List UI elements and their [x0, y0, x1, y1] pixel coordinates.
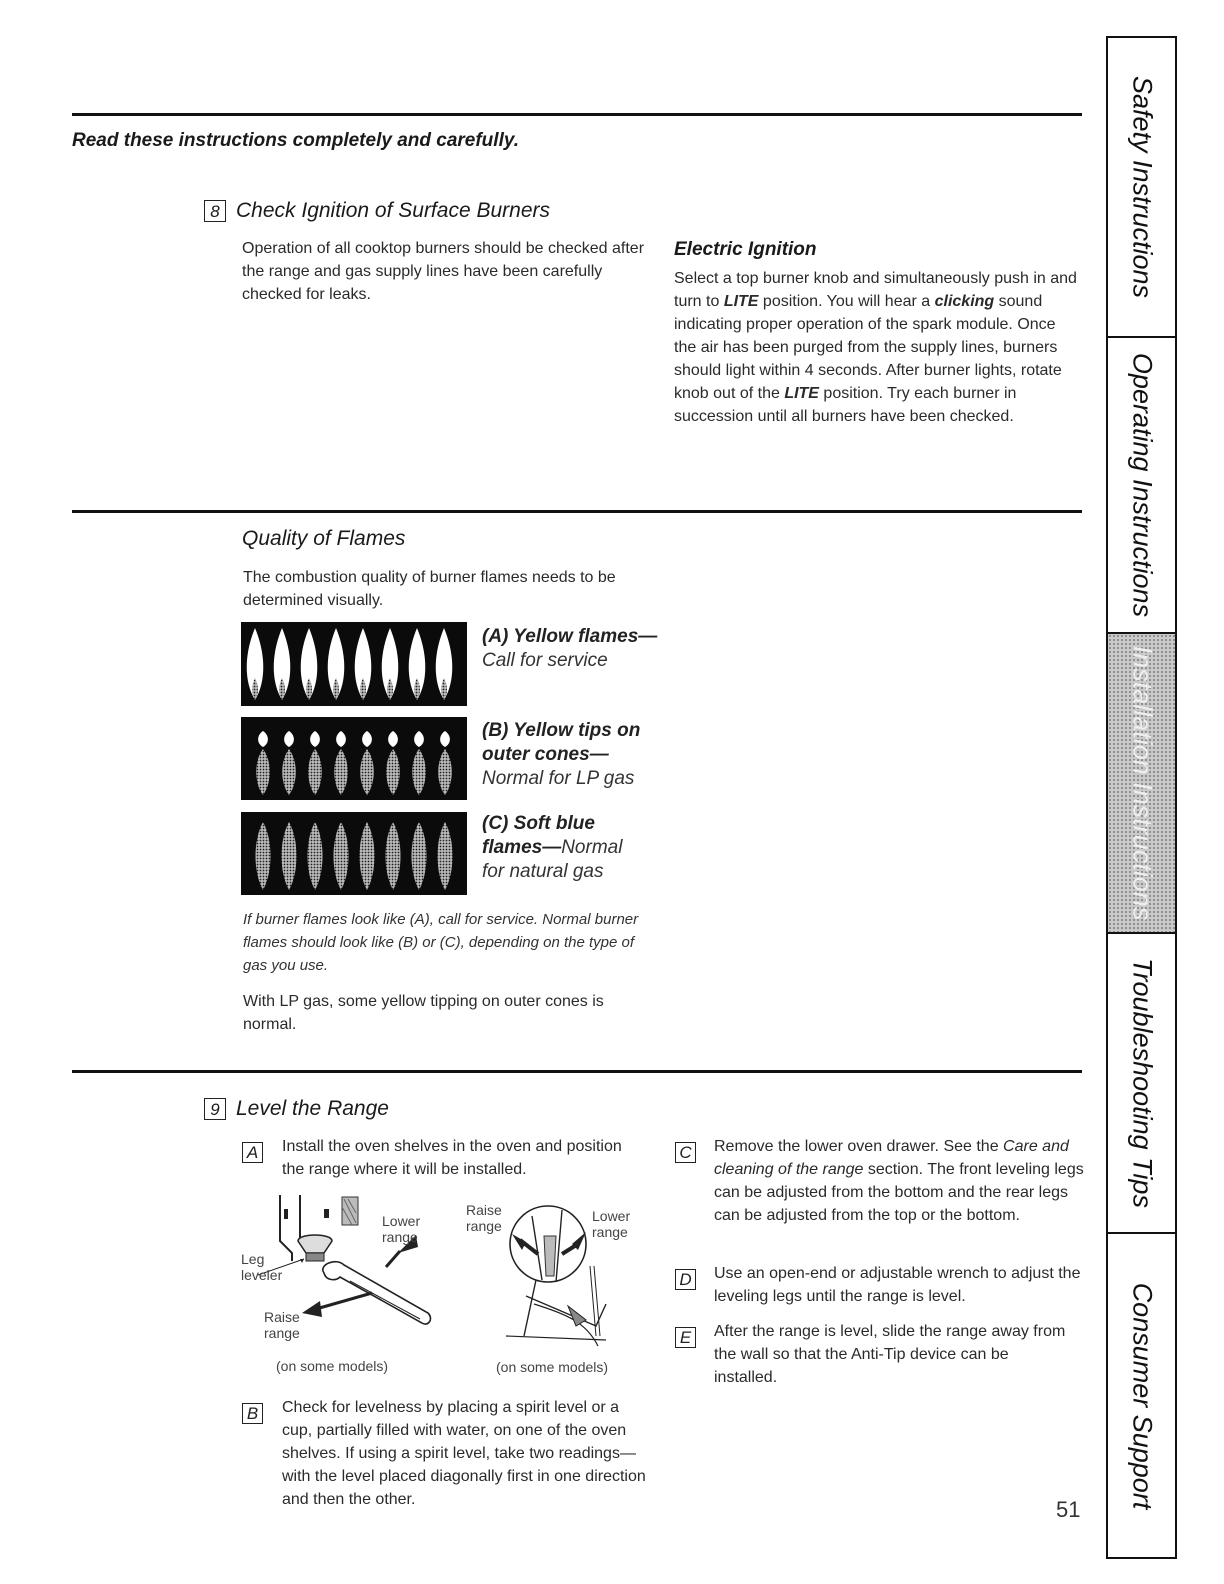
section-tabs — [1106, 36, 1177, 1559]
electric-ignition-text: Select a top burner knob and simultaneously push in and turn to LITE position. You will hear a clicking sound indicating proper operation of the spark module. Once the air has been purged from the supply lines, burners should light within 4 seconds. After burner lights, rotate knob out of the LITE position. Try each burner in succession until all burners have been checked. — [674, 270, 1077, 425]
page-instruction: Read these instructions completely and carefully. — [72, 130, 519, 151]
section-8-intro: Operation of all cooktop burners should be checked after the range and gas supply lines have been carefully checked for leaks. — [242, 240, 645, 303]
flames-heading: Quality of Flames — [242, 527, 406, 550]
raise-range-label: Raise range — [264, 1309, 300, 1341]
section-rule — [72, 1070, 1082, 1073]
section-9-heading — [204, 1097, 389, 1121]
step-c-text: Remove the lower oven drawer. See the Care and cleaning of the range section. The front leveling legs can be adjusted from the bottom and the rear legs can be adjusted from the top or the bottom. — [714, 1138, 1084, 1224]
flame-image-a — [241, 622, 467, 706]
clicking-term: clicking — [934, 293, 995, 310]
section-8-title: Check Ignition of Surface Burners — [236, 199, 550, 222]
page-number: 51 — [1056, 1497, 1081, 1522]
step-b-letter: B — [242, 1403, 263, 1424]
step-d-text: Use an open-end or adjustable wrench to adjust the leveling legs until the range is level. — [714, 1265, 1081, 1305]
tab-safety-instructions[interactable]: Safety Instructions — [1108, 38, 1175, 338]
step-a-letter: A — [242, 1142, 263, 1163]
step-a-text: Install the oven shelves in the oven and position the range where it will be installed. — [282, 1138, 622, 1178]
leveling-illustration-left — [240, 1195, 450, 1375]
tab-troubleshooting-tips[interactable]: Troubleshooting Tips — [1108, 934, 1175, 1234]
tab-operating-instructions[interactable]: Operating Instructions — [1108, 338, 1175, 634]
care-cleaning-reference: Care and cleaning of the range — [714, 1138, 1069, 1178]
lower-range-label: Lower range — [592, 1208, 631, 1240]
flame-caption-a: (A) Yellow flames— Call for service — [482, 626, 658, 671]
lite-term: LITE — [784, 385, 819, 402]
on-some-models-note: (on some models) — [276, 1358, 389, 1374]
step-d-letter: D — [675, 1269, 696, 1290]
flames-note: If burner flames look like (A), call for service. Normal burner flames should look like (B) or (C), depending on the type of gas you use. — [243, 911, 639, 974]
flames-intro: The combustion quality of burner flames needs to be determined visually. — [243, 569, 616, 609]
flame-caption-c: (C) Soft blue flames—Normal for natural gas — [482, 813, 623, 882]
leg-leveler-label: Leg leveler — [241, 1251, 283, 1283]
section-8-number: 8 — [204, 200, 226, 222]
step-c-letter: C — [675, 1142, 696, 1163]
flame-image-b — [241, 717, 467, 800]
tab-installation-instructions[interactable]: Installation Instructions — [1108, 634, 1175, 934]
step-e-text: After the range is level, slide the range away from the wall so that the Anti-Tip device can be installed. — [714, 1323, 1066, 1386]
on-some-models-note: (on some models) — [496, 1359, 609, 1375]
lower-range-label: Lower range — [382, 1213, 421, 1245]
step-b-text: Check for levelness by placing a spirit level or a cup, partially filled with water, on one of the oven shelves. If using a spirit level, take two readings—with the level placed diagonally first in one direction and then the other. — [282, 1399, 646, 1508]
lite-term: LITE — [723, 293, 759, 310]
flame-caption-b: (B) Yellow tips on outer cones— Normal for LP gas — [482, 720, 641, 789]
tab-consumer-support[interactable]: Consumer Support — [1127, 1282, 1157, 1509]
flame-image-c — [241, 812, 467, 895]
section-9-title: Level the Range — [236, 1097, 389, 1120]
electric-ignition-heading: Electric Ignition — [674, 239, 817, 260]
flames-lp-note: With LP gas, some yellow tipping on outer cones is normal. — [243, 993, 604, 1033]
step-e-letter: E — [675, 1327, 696, 1348]
raise-range-label: Raise range — [466, 1202, 502, 1234]
section-8-heading — [204, 199, 550, 223]
section-rule — [72, 510, 1082, 513]
section-9-number: 9 — [204, 1098, 226, 1120]
leveling-illustration-right — [466, 1196, 646, 1376]
top-rule — [72, 113, 1082, 116]
